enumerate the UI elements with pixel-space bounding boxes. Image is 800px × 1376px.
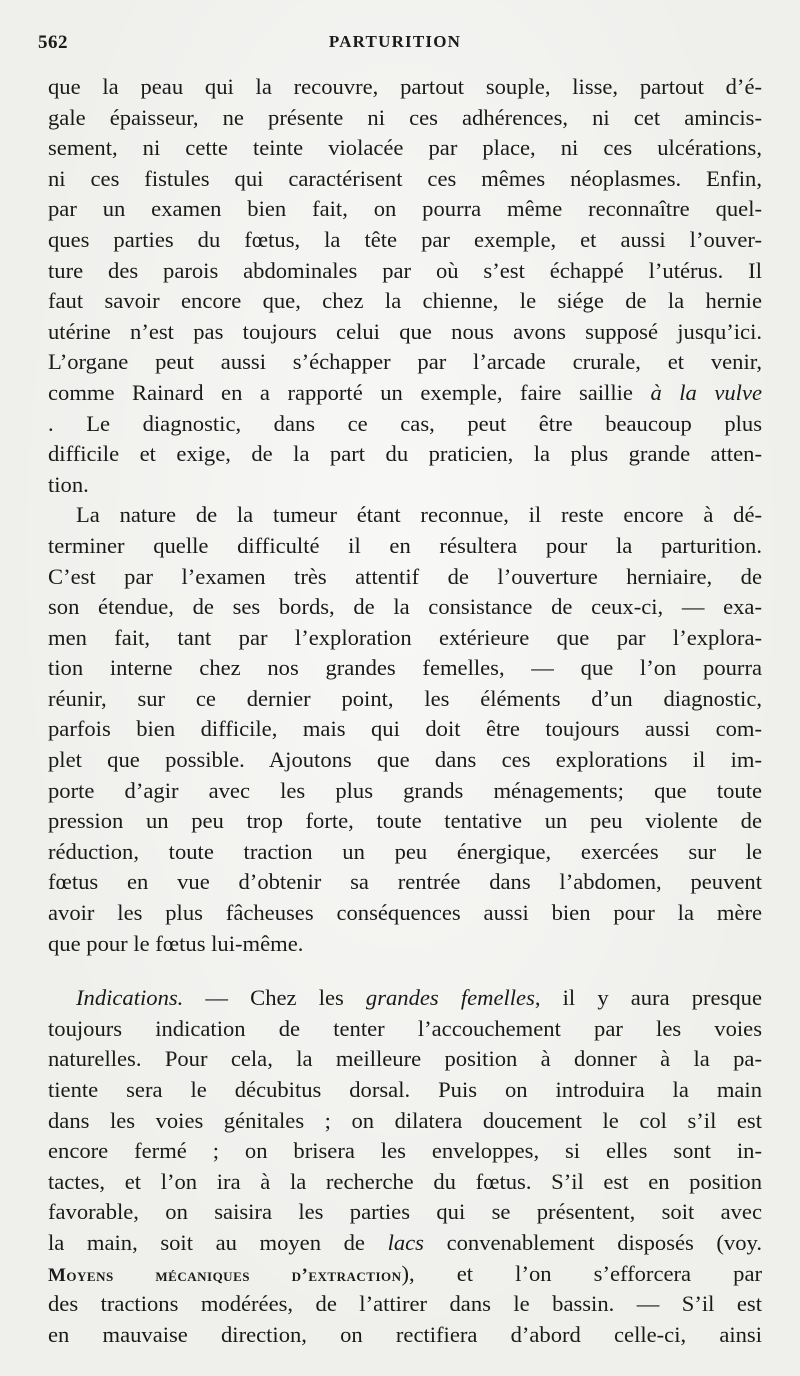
- text-line: que la peau qui la recouvre, partout souple, lisse, partout d’é-: [48, 74, 762, 99]
- text-run: convenablement disposés (voy.: [423, 1229, 763, 1255]
- text-line: porte d’agir avec les plus grands ménagements; que toute: [48, 777, 762, 803]
- text-line: naturelles. Pour cela, la meilleure position à donner à la pa-: [48, 1046, 762, 1072]
- text-line: ques parties du fœtus, la tête par exemple, et aussi l’ouver-: [48, 226, 762, 252]
- text-line: que pour le fœtus lui-même.: [48, 930, 304, 956]
- text-line: parfois bien difficile, mais qui doit être toujours aussi com-: [48, 716, 762, 742]
- text-line: favorable, on saisira les parties qui se présentent, soit avec: [48, 1199, 762, 1225]
- italic-term: grandes femelles: [365, 985, 535, 1011]
- running-head: PARTURITION: [328, 32, 462, 51]
- text-line: sement, ni cette teinte violacée par place, ni ces ulcérations,: [48, 135, 762, 161]
- text-run: — Chez les: [183, 985, 366, 1011]
- italic-term: à la vulve: [650, 379, 763, 405]
- text-line: réunir, sur ce dernier point, les éléments d’un diagnostic,: [48, 685, 762, 711]
- text-line: tion interne chez nos grandes femelles, — que l’on pourra: [48, 655, 762, 681]
- text-line: son étendue, de ses bords, de la consistance de ceux-ci, — exa-: [48, 594, 762, 620]
- text-line: plet que possible. Ajoutons que dans ces explorations il im-: [48, 747, 762, 773]
- text-line: [48, 1228, 762, 1259]
- paragraph-gap: [48, 959, 762, 983]
- text-line: difficile et exige, de la part du praticien, la plus grande atten-: [48, 441, 762, 467]
- text-line: fœtus en vue d’obtenir sa rentrée dans l’abdomen, peuvent: [48, 869, 762, 895]
- text-line: ture des parois abdominales par où s’est échappé l’utérus. Il: [48, 257, 762, 283]
- text-line: ni ces fistules qui caractérisent ces mêmes néoplasmes. Enfin,: [48, 165, 762, 191]
- text-line: C’est par l’examen très attentif de l’ouverture herniaire, de: [48, 563, 762, 589]
- text-line: en mauvaise direction, on rectifiera d’abord celle-ci, ainsi: [48, 1321, 762, 1347]
- text-line: tion.: [48, 471, 89, 497]
- text-line: faut savoir encore que, chez la chienne, le siége de la hernie: [48, 288, 762, 314]
- italic-term: lacs: [387, 1229, 424, 1255]
- text-line: encore fermé ; on brisera les enveloppes, si elles sont in-: [48, 1138, 762, 1164]
- text-run: la main, soit au moyen de: [48, 1229, 388, 1255]
- text-line: gale épaisseur, ne présente ni ces adhérences, ni cet amincis-: [48, 104, 762, 130]
- text-line: réduction, toute traction un peu énergique, exercées sur le: [48, 838, 762, 864]
- text-line: tiente sera le décubitus dorsal. Puis on introduira la main: [48, 1077, 762, 1102]
- text-line: terminer quelle difficulté il en résultera pour la parturition.: [48, 532, 762, 558]
- text-line: [48, 1259, 762, 1290]
- page-number: 562: [38, 32, 68, 53]
- text-line: dans les voies génitales ; on dilatera doucement le col s’il est: [48, 1107, 762, 1133]
- text-run: . Le diagnostic, dans ce cas, peut être beaucoup plus: [48, 410, 762, 436]
- cross-reference: Moyens mécaniques d’extraction: [48, 1264, 402, 1286]
- text-line: men fait, tant par l’exploration extérieure que par l’explora-: [48, 624, 762, 650]
- text-line: pression un peu trop forte, toute tentative un peu violente de: [48, 808, 762, 834]
- text-line: [48, 409, 762, 440]
- text-line: toujours indication de tenter l’accouchement par les voies: [48, 1015, 762, 1041]
- text-run: , il y aura presque: [534, 985, 762, 1011]
- text-line: par un examen bien fait, on pourra même reconnaître quel-: [48, 196, 762, 222]
- text-line: [48, 378, 762, 409]
- text-run: ), et l’on s’efforcera par: [401, 1260, 762, 1286]
- section-label: Indications.: [76, 985, 184, 1011]
- text-line: utérine n’est pas toujours celui que nous avons supposé jusqu’ici.: [48, 318, 762, 344]
- text-line: [48, 983, 762, 1014]
- page-header: [30, 30, 760, 58]
- text-line: La nature de la tumeur étant reconnue, il reste encore à dé-: [76, 502, 762, 528]
- text-line: tactes, et l’on ira à la recherche du fœtus. S’il est en position: [48, 1168, 762, 1194]
- body-text: [48, 72, 762, 1350]
- text-line: L’organe peut aussi s’échapper par l’arcade crurale, et venir,: [48, 349, 762, 375]
- text-line: des tractions modérées, de l’attirer dans le bassin. — S’il est: [48, 1291, 762, 1317]
- text-line: avoir les plus fâcheuses conséquences aussi bien pour la mère: [48, 900, 762, 926]
- text-run: comme Rainard en a rapporté un exemple, faire saillie: [48, 379, 633, 405]
